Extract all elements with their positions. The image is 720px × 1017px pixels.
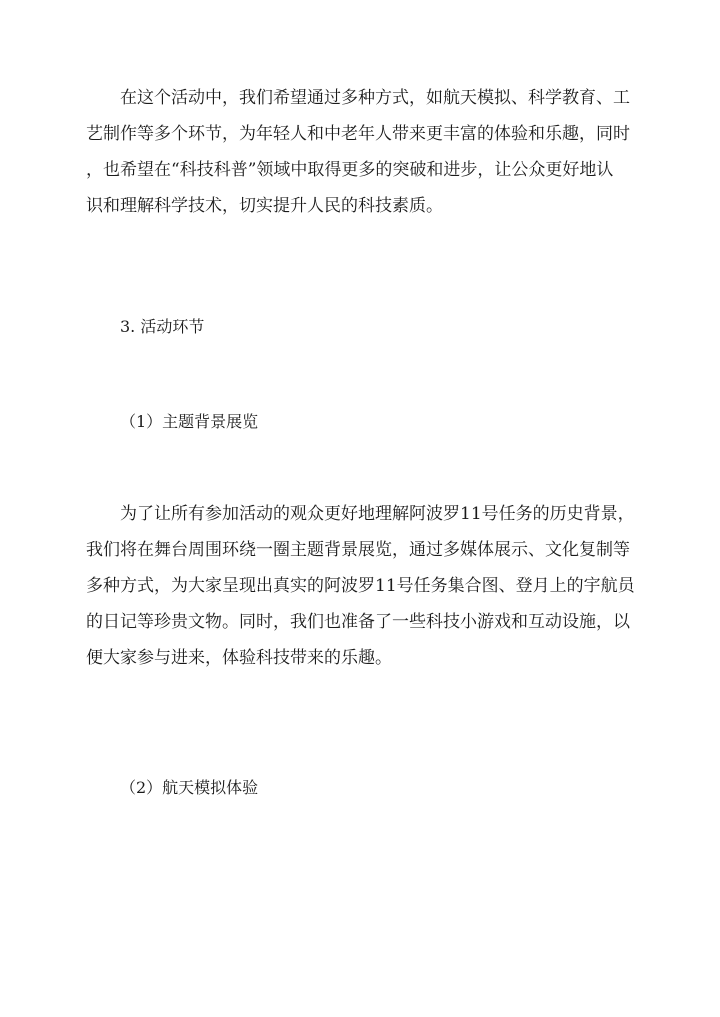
paragraph-line: 艺制作等多个环节，为年轻人和中老年人带来更丰富的体验和乐趣，同时	[86, 124, 630, 144]
paragraph-intro	[86, 80, 634, 224]
paragraph-line: 我们将在舞台周围环绕一圈主题背景展览，通过多媒体展示、文化复制等	[86, 540, 630, 560]
paragraph-line: ，也希望在“科技科普”领域中取得更多的突破和进步，让公众更好地认	[86, 160, 614, 180]
paragraph-exhibition	[86, 496, 634, 676]
paragraph-line: 在这个活动中，我们希望通过多种方式，如航天模拟、科学教育、工	[86, 88, 630, 108]
paragraph-line: 便大家参与进来，体验科技带来的乐趣。	[86, 648, 392, 668]
paragraph-line: 识和理解科学技术，切实提升人民的科技素质。	[86, 196, 443, 216]
paragraph-line: 的日记等珍贵文物。同时，我们也准备了一些科技小游戏和互动设施，以	[86, 612, 630, 632]
paragraph-line: 为了让所有参加活动的观众更好地理解阿波罗11号任务的历史背景，	[86, 504, 635, 524]
section-heading: 3. 活动环节	[120, 317, 205, 336]
paragraph-line: 多种方式，为大家呈现出真实的阿波罗11号任务集合图、登月上的宇航员	[86, 576, 635, 596]
subheading-simulation: （2）航天模拟体验	[120, 778, 259, 797]
subheading-exhibition: （1）主题背景展览	[120, 412, 259, 431]
